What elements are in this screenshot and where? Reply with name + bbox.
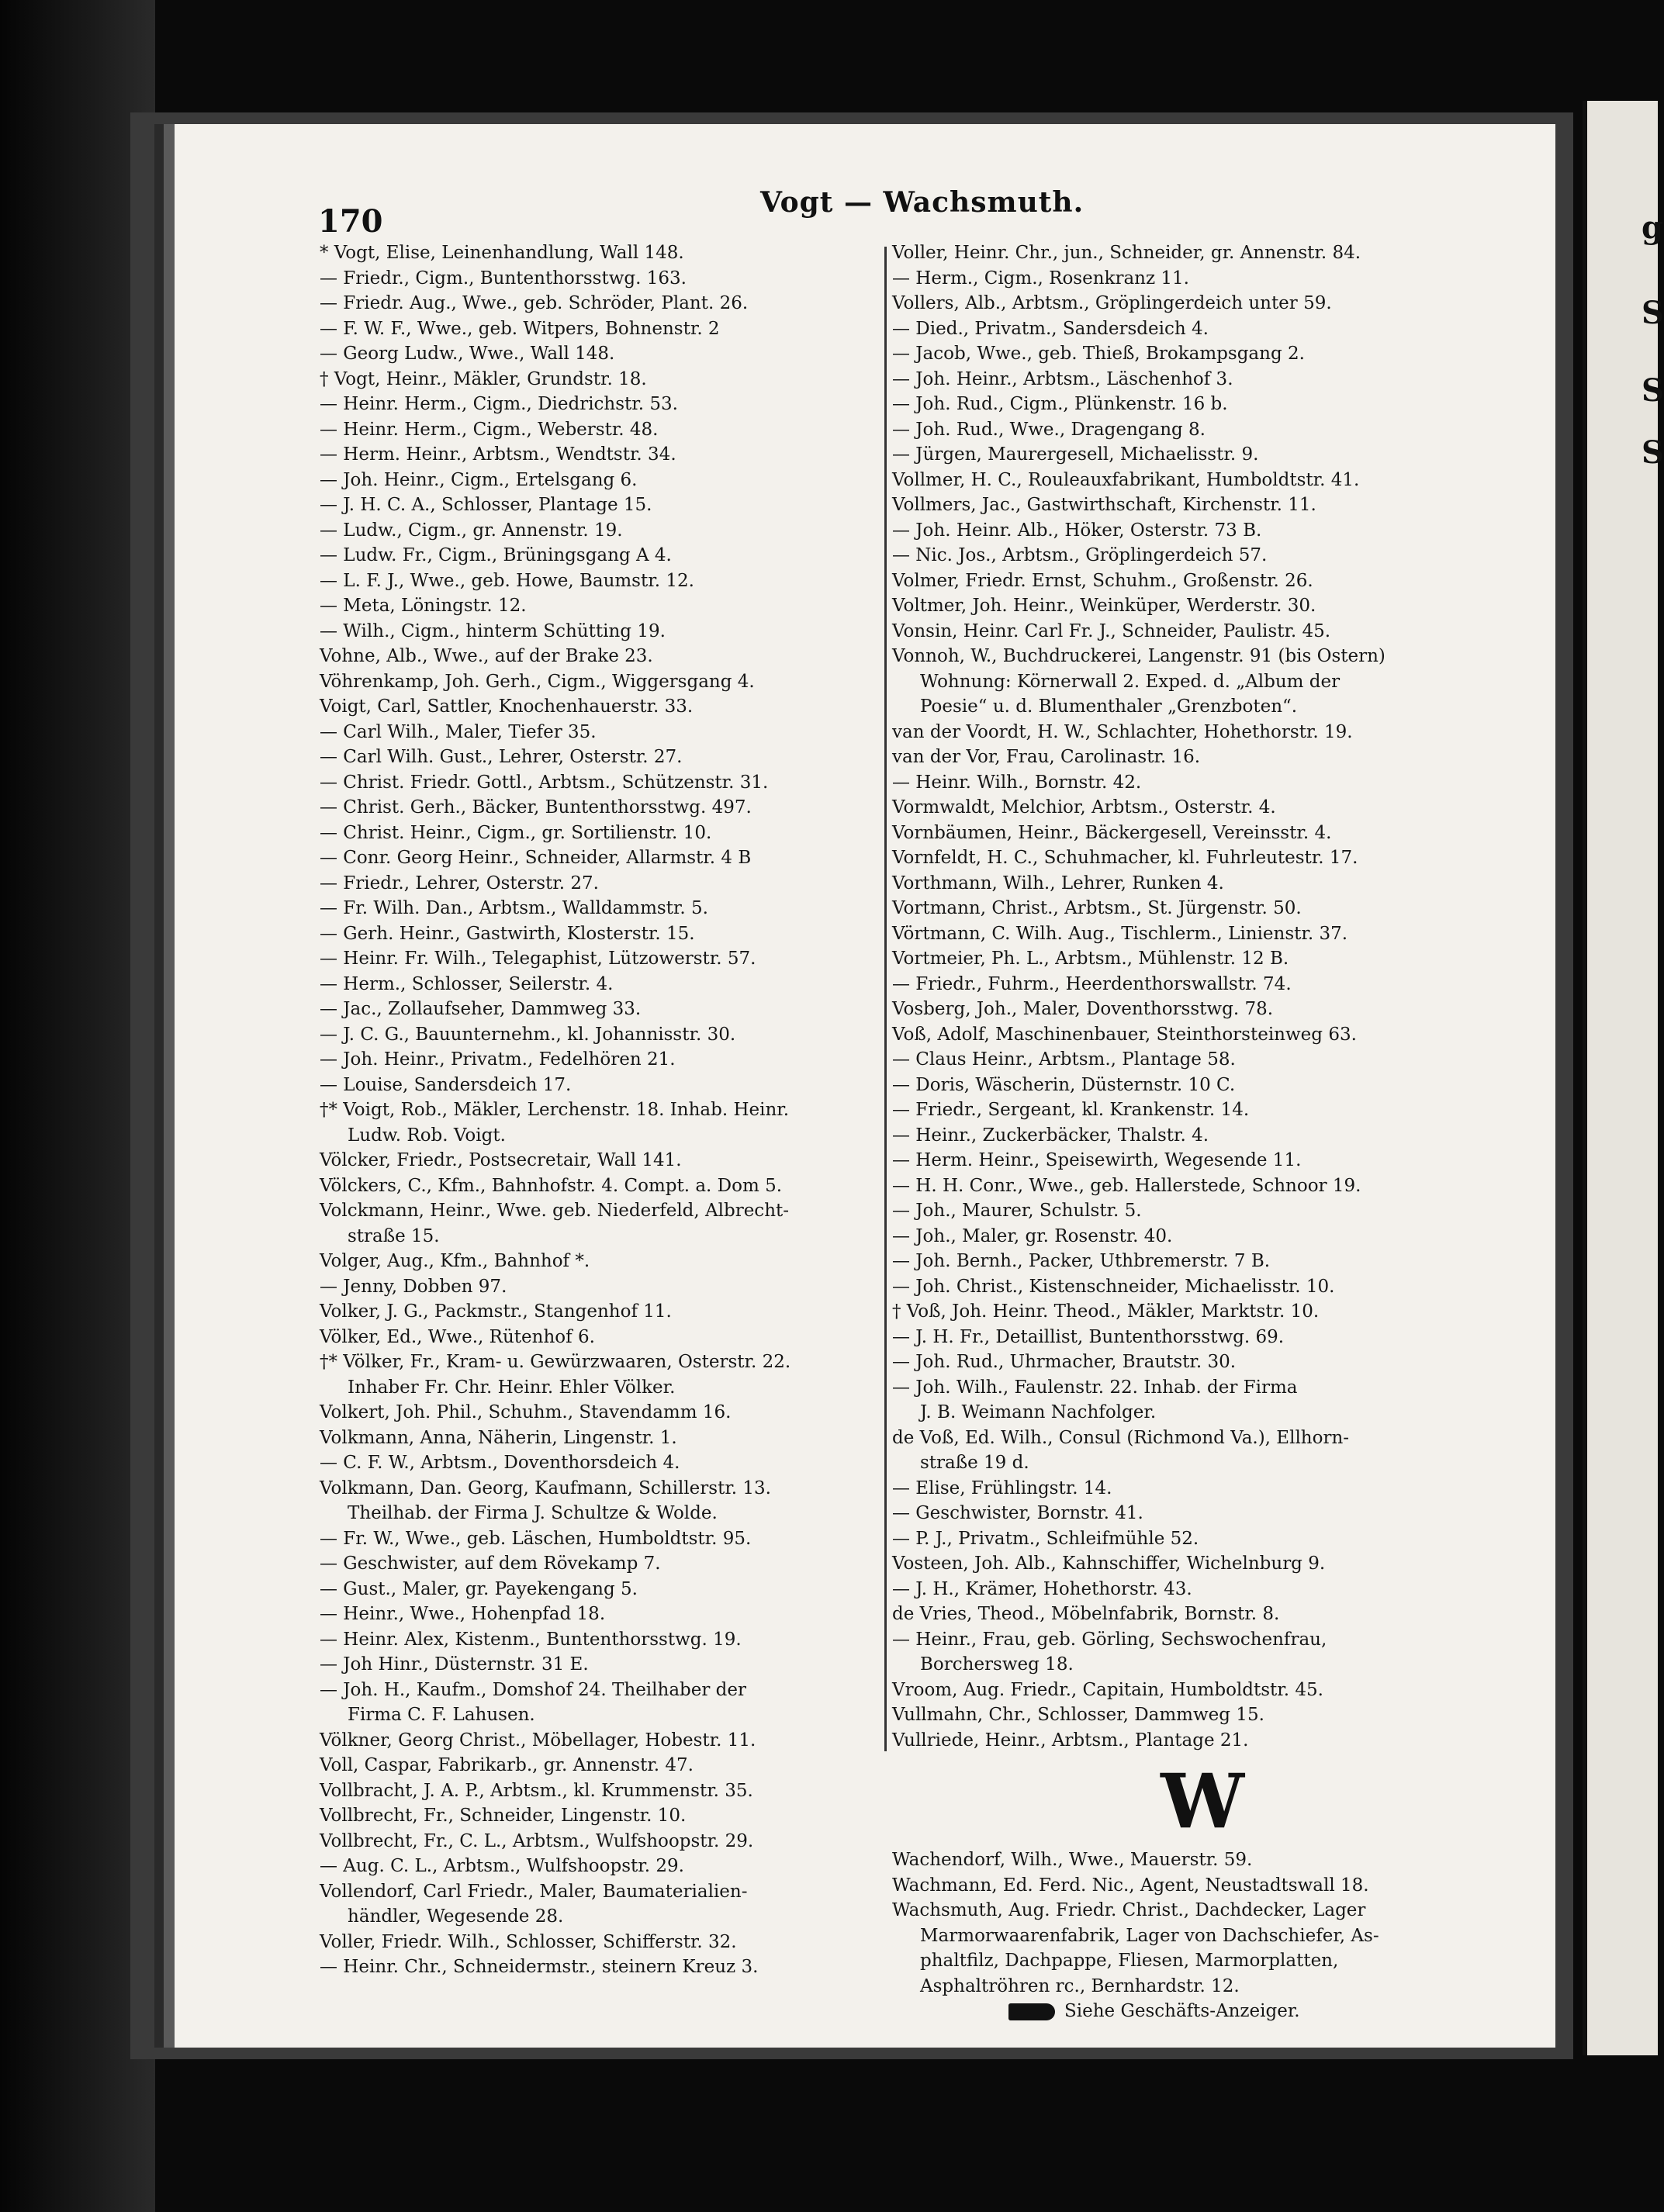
directory-entry: Völkner, Georg Christ., Möbellager, Hobestr. 11.	[320, 1730, 756, 1751]
directory-entry: de Voß, Ed. Wilh., Consul (Richmond Va.), Ellhorn-	[892, 1427, 1350, 1448]
see-reference-text: Siehe Geschäfts-Anzeiger.	[1064, 2001, 1300, 2021]
directory-entry: Borchersweg 18.	[920, 1654, 1074, 1675]
directory-entry: Voltmer, Joh. Heinr., Weinküper, Werderstr. 30.	[892, 596, 1316, 616]
directory-entry: — Meta, Löningstr. 12.	[320, 596, 527, 616]
directory-entry: Poesie“ u. d. Blumenthaler „Grenzboten“.	[920, 696, 1298, 717]
directory-entry: Vosteen, Joh. Alb., Kahnschiffer, Wichelnburg 9.	[892, 1554, 1326, 1574]
directory-entry: — P. J., Privatm., Schleifmühle 52.	[892, 1528, 1199, 1549]
directory-entry: Wohnung: Körnerwall 2. Exped. d. „Album der	[920, 671, 1341, 692]
directory-entry: — Joh. Rud., Wwe., Dragengang 8.	[892, 419, 1206, 440]
right-column	[892, 240, 1513, 2024]
directory-entry: — Heinr. Wilh., Bornstr. 42.	[892, 772, 1142, 793]
facing-page-mark: S	[1642, 434, 1664, 471]
directory-entry: straße 19 d.	[920, 1453, 1029, 1473]
directory-entry: — F. W. F., Wwe., geb. Witpers, Bohnenstr. 2	[320, 318, 720, 339]
directory-entry: — Died., Privatm., Sandersdeich 4.	[892, 318, 1209, 339]
directory-entry: Vollmer, H. C., Rouleauxfabrikant, Humboldtstr. 41.	[892, 469, 1360, 490]
directory-entry: — Claus Heinr., Arbtsm., Plantage 58.	[892, 1049, 1236, 1070]
directory-entry: — Christ. Gerh., Bäcker, Buntenthorsstwg. 497.	[320, 797, 752, 817]
directory-entry: — Gerh. Heinr., Gastwirth, Klosterstr. 15.	[320, 923, 695, 944]
directory-entry: Vollers, Alb., Arbtsm., Gröplingerdeich unter 59.	[892, 293, 1332, 313]
directory-entry: — Joh. Bernh., Packer, Uthbremerstr. 7 B.	[892, 1251, 1271, 1271]
directory-entry: — Heinr. Chr., Schneidermstr., steinern Kreuz 3.	[320, 1957, 759, 1977]
directory-entry: phaltfilz, Dachpappe, Fliesen, Marmorplatten,	[920, 1951, 1339, 1971]
directory-entry: Firma C. F. Lahusen.	[348, 1705, 535, 1725]
directory-entry: — Ludw., Cigm., gr. Annenstr. 19.	[320, 520, 623, 541]
directory-entry: — Wilh., Cigm., hinterm Schütting 19.	[320, 620, 666, 641]
directory-entry: Vullmahn, Chr., Schlosser, Dammweg 15.	[892, 1705, 1264, 1725]
directory-entry: — Jac., Zollaufseher, Dammweg 33.	[320, 999, 642, 1019]
directory-entry: — Heinr., Frau, geb. Görling, Sechswochenfrau,	[892, 1629, 1327, 1650]
directory-entry: — Christ. Friedr. Gottl., Arbtsm., Schützenstr. 31.	[320, 772, 769, 793]
directory-entry: Völcker, Friedr., Postsecretair, Wall 141.	[320, 1150, 682, 1170]
directory-entry: Vöhrenkamp, Joh. Gerh., Cigm., Wiggersgang 4.	[320, 671, 755, 692]
facing-page-mark: S	[1642, 295, 1664, 331]
directory-entry: Volmer, Friedr. Ernst, Schuhm., Großenstr. 26.	[892, 570, 1313, 591]
directory-entry: — Jürgen, Maurergesell, Michaelisstr. 9.	[892, 444, 1259, 465]
directory-entry: — Joh. Heinr., Privatm., Fedelhören 21.	[320, 1049, 676, 1070]
directory-entry: — Joh., Maler, gr. Rosenstr. 40.	[892, 1225, 1173, 1246]
directory-entry: Volckmann, Heinr., Wwe. geb. Niederfeld, Albrecht-	[320, 1201, 790, 1221]
directory-entry: — Heinr. Herm., Cigm., Diedrichstr. 53.	[320, 394, 678, 414]
directory-entry: — Friedr., Sergeant, kl. Krankenstr. 14.	[892, 1100, 1250, 1120]
directory-entry: — Friedr., Cigm., Buntenthorsstwg. 163.	[320, 268, 687, 289]
directory-entry: Vortmeier, Ph. L., Arbtsm., Mühlenstr. 12 B.	[892, 949, 1289, 969]
right-column-w-entries	[892, 1847, 1513, 1999]
directory-entry: — Fr. W., Wwe., geb. Läschen, Humboldtstr. 95.	[320, 1528, 752, 1549]
directory-entry: — L. F. J., Wwe., geb. Howe, Baumstr. 12.	[320, 570, 694, 591]
directory-entry: Vohne, Alb., Wwe., auf der Brake 23.	[320, 646, 653, 666]
facing-page-strip	[1583, 101, 1664, 2055]
directory-entry: — Friedr., Lehrer, Osterstr. 27.	[320, 873, 599, 893]
directory-entry: Voller, Friedr. Wilh., Schlosser, Schifferstr. 32.	[320, 1931, 737, 1952]
directory-entry: Wachsmuth, Aug. Friedr. Christ., Dachdecker, Lager	[892, 1900, 1366, 1920]
facing-page-mark: S	[1642, 372, 1664, 409]
directory-entry: Ludw. Rob. Voigt.	[348, 1125, 506, 1146]
directory-entry: — Herm. Heinr., Arbtsm., Wendtstr. 34.	[320, 444, 676, 465]
directory-entry: — J. H. Fr., Detaillist, Buntenthorsstwg. 69.	[892, 1326, 1285, 1347]
directory-entry: — Carl Wilh., Maler, Tiefer 35.	[320, 721, 597, 742]
directory-entry: — Joh. Rud., Cigm., Plünkenstr. 16 b.	[892, 394, 1228, 414]
directory-entry: J. B. Weimann Nachfolger.	[920, 1402, 1157, 1422]
directory-entry: Voigt, Carl, Sattler, Knochenhauerstr. 33.	[320, 696, 694, 717]
directory-entry: Volger, Aug., Kfm., Bahnhof *.	[320, 1251, 590, 1271]
directory-entry: — Christ. Heinr., Cigm., gr. Sortilienstr. 10.	[320, 822, 712, 843]
directory-entry: Vullriede, Heinr., Arbtsm., Plantage 21.	[892, 1730, 1249, 1751]
directory-entry: — Fr. Wilh. Dan., Arbtsm., Walldammstr. 5.	[320, 898, 708, 918]
directory-entry: Vortmann, Christ., Arbtsm., St. Jürgenstr. 50.	[892, 898, 1302, 918]
directory-entry: Vollmers, Jac., Gastwirthschaft, Kirchenstr. 11.	[892, 495, 1316, 515]
directory-entry: Marmorwaarenfabrik, Lager von Dachschiefer, As-	[920, 1925, 1379, 1946]
right-column-v-entries	[892, 240, 1513, 1753]
directory-entry: van der Voordt, H. W., Schlachter, Hohethorstr. 19.	[892, 721, 1353, 742]
directory-entry: — Gust., Maler, gr. Payekengang 5.	[320, 1578, 638, 1599]
directory-entry: Vonsin, Heinr. Carl Fr. J., Schneider, Paulistr. 45.	[892, 620, 1331, 641]
directory-entry: Vonnoh, W., Buchdruckerei, Langenstr. 91 (bis Ostern)	[892, 646, 1386, 666]
directory-entry: — Friedr., Fuhrm., Heerdenthorswallstr. 74.	[892, 973, 1292, 994]
directory-entry: — J. C. G., Bauunternehm., kl. Johannisstr. 30.	[320, 1024, 736, 1045]
directory-entry: — Joh. H., Kaufm., Domshof 24. Theilhaber der	[320, 1679, 747, 1700]
directory-entry: Vornfeldt, H. C., Schuhmacher, kl. Fuhrleutestr. 17.	[892, 848, 1358, 868]
directory-entry: — Jenny, Dobben 97.	[320, 1276, 507, 1297]
directory-entry: Wachmann, Ed. Ferd. Nic., Agent, Neustadtswall 18.	[892, 1875, 1369, 1896]
directory-entry: Volker, J. G., Packmstr., Stangenhof 11.	[320, 1301, 672, 1322]
directory-entry: Völckers, C., Kfm., Bahnhofstr. 4. Compt. a. Dom 5.	[320, 1175, 783, 1196]
directory-entry: Asphaltröhren rc., Bernhardstr. 12.	[920, 1975, 1240, 1996]
directory-entry: — J. H., Krämer, Hohethorstr. 43.	[892, 1578, 1192, 1599]
directory-entry: Voller, Heinr. Chr., jun., Schneider, gr. Annenstr. 84.	[892, 243, 1361, 263]
directory-entry: — Nic. Jos., Arbtsm., Gröplingerdeich 57.	[892, 545, 1268, 565]
running-head: Vogt — Wachsmuth.	[760, 186, 1085, 219]
directory-entry: Vorthmann, Wilh., Lehrer, Runken 4.	[892, 873, 1224, 893]
directory-entry: Völker, Ed., Wwe., Rütenhof 6.	[320, 1326, 595, 1347]
directory-entry: — Doris, Wäscherin, Düsternstr. 10 C.	[892, 1074, 1236, 1095]
directory-entry: — Elise, Frühlingstr. 14.	[892, 1478, 1112, 1498]
directory-entry: — Heinr. Alex, Kistenm., Buntenthorsstwg. 19.	[320, 1629, 742, 1650]
directory-entry: Vormwaldt, Melchior, Arbtsm., Osterstr. 4.	[892, 797, 1276, 817]
directory-entry: — Heinr., Wwe., Hohenpfad 18.	[320, 1604, 606, 1624]
directory-entry: Voß, Adolf, Maschinenbauer, Steinthorsteinweg 63.	[892, 1024, 1357, 1045]
directory-entry: — Heinr. Fr. Wilh., Telegaphist, Lützowerstr. 57.	[320, 949, 756, 969]
pointing-hand-icon	[1008, 2003, 1055, 2020]
see-reference	[892, 1999, 1513, 2024]
directory-entry: — Carl Wilh. Gust., Lehrer, Osterstr. 27.	[320, 747, 683, 767]
directory-entry: — Joh. Heinr. Alb., Höker, Osterstr. 73 B.	[892, 520, 1262, 541]
directory-entry: Inhaber Fr. Chr. Heinr. Ehler Völker.	[348, 1377, 676, 1398]
directory-entry: — Herm. Heinr., Speisewirth, Wegesende 11.	[892, 1150, 1302, 1170]
directory-entry: — Joh., Maurer, Schulstr. 5.	[892, 1201, 1142, 1221]
facing-page-mark: g	[1642, 209, 1663, 246]
directory-entry: de Vries, Theod., Möbelnfabrik, Bornstr. 8.	[892, 1604, 1280, 1624]
directory-entry: — H. H. Conr., Wwe., geb. Hallerstede, Schnoor 19.	[892, 1175, 1361, 1196]
directory-entry: — Heinr. Herm., Cigm., Weberstr. 48.	[320, 419, 659, 440]
directory-entry: Vroom, Aug. Friedr., Capitain, Humboldtstr. 45.	[892, 1679, 1323, 1700]
directory-entry: — Friedr. Aug., Wwe., geb. Schröder, Plant. 26.	[320, 293, 749, 313]
directory-entry: — Herm., Cigm., Rosenkranz 11.	[892, 268, 1189, 289]
directory-entry: — Joh. Heinr., Cigm., Ertelsgang 6.	[320, 469, 638, 490]
directory-entry: — Joh. Wilh., Faulenstr. 22. Inhab. der Firma	[892, 1377, 1298, 1398]
directory-entry: — Joh. Christ., Kistenschneider, Michaelisstr. 10.	[892, 1276, 1335, 1297]
directory-entry: Vollbrecht, Fr., C. L., Arbtsm., Wulfshoopstr. 29.	[320, 1830, 754, 1851]
directory-entry: †* Völker, Fr., Kram- u. Gewürzwaaren, Osterstr. 22.	[320, 1352, 791, 1372]
directory-entry: — Georg Ludw., Wwe., Wall 148.	[320, 344, 615, 364]
left-column	[320, 240, 925, 1980]
directory-entry: — Louise, Sandersdeich 17.	[320, 1074, 572, 1095]
directory-entry: †* Voigt, Rob., Mäkler, Lerchenstr. 18. Inhab. Heinr.	[320, 1100, 790, 1120]
directory-entry: Theilhab. der Firma J. Schultze & Wolde.	[348, 1503, 718, 1523]
directory-entry: — C. F. W., Arbtsm., Doventhorsdeich 4.	[320, 1453, 680, 1473]
directory-entry: * Vogt, Elise, Leinenhandlung, Wall 148.	[320, 243, 684, 263]
directory-entry: Vornbäumen, Heinr., Bäckergesell, Vereinsstr. 4.	[892, 822, 1332, 843]
directory-entry: Vörtmann, C. Wilh. Aug., Tischlerm., Linienstr. 37.	[892, 923, 1348, 944]
directory-entry: — Joh. Heinr., Arbtsm., Läschenhof 3.	[892, 368, 1233, 389]
directory-entry: — Ludw. Fr., Cigm., Brüningsgang A 4.	[320, 545, 672, 565]
directory-entry: Vollendorf, Carl Friedr., Maler, Baumaterialien-	[320, 1881, 748, 1902]
directory-entry: Vosberg, Joh., Maler, Doventhorsstwg. 78.	[892, 999, 1274, 1019]
directory-entry: Volkmann, Dan. Georg, Kaufmann, Schillerstr. 13.	[320, 1478, 771, 1498]
directory-entry: Wachendorf, Wilh., Wwe., Mauerstr. 59.	[892, 1850, 1253, 1870]
directory-entry: † Vogt, Heinr., Mäkler, Grundstr. 18.	[320, 368, 647, 389]
directory-entry: straße 15.	[348, 1225, 440, 1246]
directory-entry: — Aug. C. L., Arbtsm., Wulfshoopstr. 29.	[320, 1856, 684, 1876]
directory-entry: Volkmann, Anna, Näherin, Lingenstr. 1.	[320, 1427, 677, 1448]
directory-entry: — Herm., Schlosser, Seilerstr. 4.	[320, 973, 614, 994]
directory-entry: — Jacob, Wwe., geb. Thieß, Brokampsgang 2.	[892, 344, 1305, 364]
directory-entry: — Heinr., Zuckerbäcker, Thalstr. 4.	[892, 1125, 1209, 1146]
directory-entry: Volkert, Joh. Phil., Schuhm., Stavendamm 16.	[320, 1402, 732, 1422]
page-number: 170	[318, 203, 383, 240]
directory-entry: — Geschwister, auf dem Rövekamp 7.	[320, 1554, 661, 1574]
directory-entry: händler, Wegesende 28.	[348, 1906, 564, 1927]
directory-entry: — Conr. Georg Heinr., Schneider, Allarmstr. 4 B	[320, 848, 752, 868]
directory-entry: — Joh. Rud., Uhrmacher, Brautstr. 30.	[892, 1352, 1237, 1372]
directory-entry: Vollbracht, J. A. P., Arbtsm., kl. Krummenstr. 35.	[320, 1780, 753, 1801]
directory-entry: — Joh Hinr., Düsternstr. 31 E.	[320, 1654, 589, 1675]
section-letter: W	[1161, 1758, 1244, 1845]
directory-entry: van der Vor, Frau, Carolinastr. 16.	[892, 747, 1201, 767]
directory-entry: Voll, Caspar, Fabrikarb., gr. Annenstr. 47.	[320, 1755, 694, 1775]
directory-entry: — J. H. C. A., Schlosser, Plantage 15.	[320, 495, 652, 515]
directory-entry: Vollbrecht, Fr., Schneider, Lingenstr. 10.	[320, 1806, 687, 1826]
directory-entry: † Voß, Joh. Heinr. Theod., Mäkler, Marktstr. 10.	[892, 1301, 1320, 1322]
directory-entry: — Geschwister, Bornstr. 41.	[892, 1503, 1143, 1523]
